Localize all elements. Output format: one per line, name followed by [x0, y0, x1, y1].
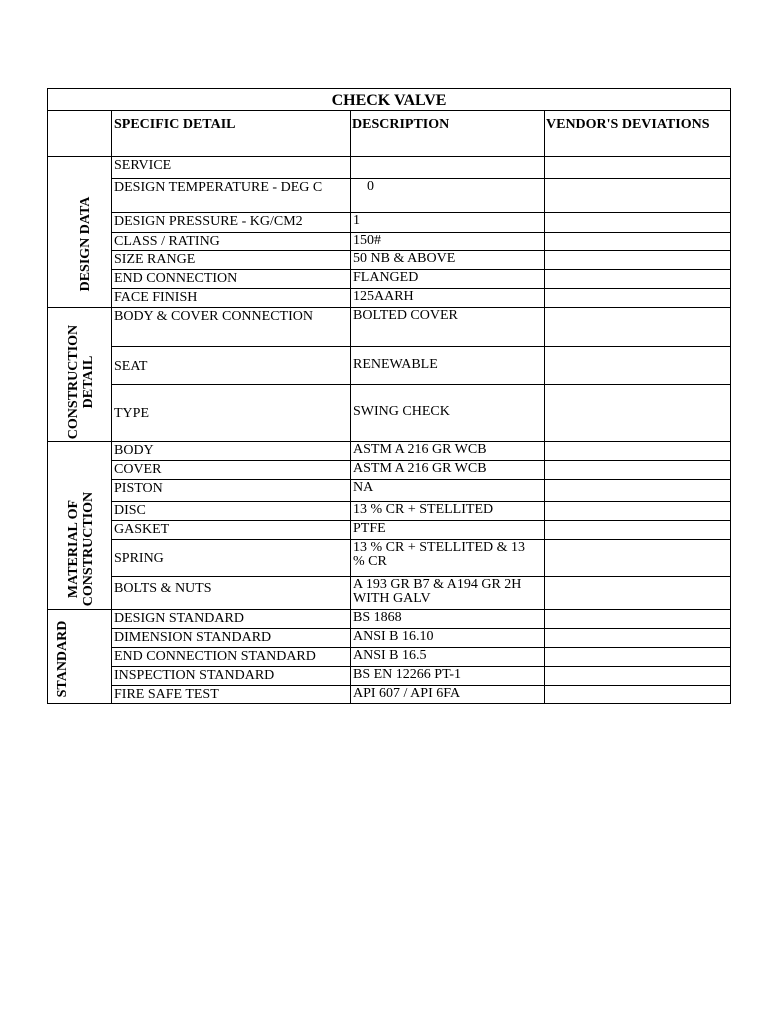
- vendor-deviation-cell[interactable]: [545, 269, 729, 288]
- description-cell: SWING CHECK: [353, 404, 450, 419]
- description-cell: [351, 156, 542, 158]
- specific-detail-cell: FACE FINISH: [114, 290, 198, 305]
- specific-detail-cell: INSPECTION STANDARD: [114, 668, 275, 683]
- vendor-deviation-cell[interactable]: [545, 250, 729, 269]
- description-cell: BOLTED COVER: [353, 308, 458, 323]
- description-cell: NA: [353, 480, 374, 495]
- specific-detail-cell: BOLTS & NUTS: [114, 581, 212, 596]
- vendor-deviation-cell[interactable]: [545, 384, 729, 441]
- vendor-deviation-cell[interactable]: [545, 307, 729, 346]
- group-standard: STANDARD: [55, 620, 70, 698]
- description-cell: A 193 GR B7 & A194 GR 2H WITH GALV: [353, 577, 522, 606]
- vendor-deviation-cell[interactable]: [545, 501, 729, 520]
- vendor-deviation-cell[interactable]: [545, 232, 729, 250]
- specific-detail-cell: COVER: [114, 462, 162, 477]
- description-cell: 1: [353, 213, 360, 228]
- specific-detail-cell: PISTON: [114, 481, 163, 496]
- vendor-deviation-cell[interactable]: [545, 460, 729, 479]
- group-material-line2: CONSTRUCTION: [81, 491, 96, 607]
- specific-detail-cell: SIZE RANGE: [114, 252, 196, 267]
- specific-detail-cell: FIRE SAFE TEST: [114, 687, 219, 702]
- description-cell: ASTM A 216 GR WCB: [353, 442, 487, 457]
- description-cell: 13 % CR + STELLITED & 13 % CR: [353, 540, 525, 569]
- description-cell: 125AARH: [353, 289, 414, 304]
- specific-detail-cell: SERVICE: [114, 158, 172, 173]
- specific-detail-cell: SEAT: [114, 359, 148, 374]
- vendor-deviation-cell[interactable]: [545, 647, 729, 666]
- vendor-deviation-cell[interactable]: [545, 576, 729, 609]
- description-cell: 150#: [353, 233, 381, 248]
- group-construction-detail-line2: DETAIL: [81, 355, 96, 409]
- specific-detail-cell: GASKET: [114, 522, 170, 537]
- specific-detail-cell: BODY: [114, 443, 154, 458]
- description-cell: BS 1868: [353, 610, 402, 625]
- description-cell: RENEWABLE: [353, 357, 438, 372]
- sheet-title: CHECK VALVE: [48, 89, 730, 111]
- specific-detail-cell: CLASS / RATING: [114, 234, 220, 249]
- description-cell: 50 NB & ABOVE: [353, 251, 456, 266]
- specific-detail-cell: BODY & COVER CONNECTION: [114, 309, 313, 324]
- vendor-deviation-cell[interactable]: [545, 288, 729, 307]
- check-valve-datasheet: [47, 88, 731, 704]
- vendor-deviation-cell[interactable]: [545, 685, 729, 703]
- header-specific-detail: SPECIFIC DETAIL: [114, 117, 236, 132]
- specific-detail-cell: DESIGN STANDARD: [114, 611, 244, 626]
- group-design-data: DESIGN DATA: [78, 196, 93, 292]
- specific-detail-cell: DIMENSION STANDARD: [114, 630, 272, 645]
- specific-detail-cell: SPRING: [114, 551, 164, 566]
- description-cell: ANSI B 16.10: [353, 629, 434, 644]
- description-cell: ASTM A 216 GR WCB: [353, 461, 487, 476]
- vendor-deviation-cell[interactable]: [545, 609, 729, 628]
- header-description: DESCRIPTION: [352, 117, 450, 132]
- description-cell: 13 % CR + STELLITED: [353, 502, 494, 517]
- description-cell: ANSI B 16.5: [353, 648, 427, 663]
- vendor-deviation-cell[interactable]: [545, 479, 729, 501]
- vendor-deviation-cell[interactable]: [545, 178, 729, 212]
- vendor-deviation-cell[interactable]: [545, 156, 729, 178]
- vendor-deviation-cell[interactable]: [545, 628, 729, 647]
- specific-detail-cell: DESIGN TEMPERATURE - DEG C: [114, 180, 323, 195]
- vendor-deviation-cell[interactable]: [545, 212, 729, 232]
- vendor-deviation-cell[interactable]: [545, 441, 729, 460]
- description-cell: PTFE: [353, 521, 386, 536]
- header-vendors-deviations: VENDOR'S DEVIATIONS: [546, 117, 710, 132]
- specific-detail-cell: END CONNECTION: [114, 271, 238, 286]
- specific-detail-cell: DISC: [114, 503, 146, 518]
- specific-detail-cell: TYPE: [114, 406, 149, 421]
- group-construction-detail-line1: CONSTRUCTION: [66, 324, 81, 440]
- vendor-deviation-cell[interactable]: [545, 346, 729, 384]
- specific-detail-cell: END CONNECTION STANDARD: [114, 649, 316, 664]
- vendor-deviation-cell[interactable]: [545, 520, 729, 539]
- vendor-deviation-cell[interactable]: [545, 539, 729, 576]
- description-cell: BS EN 12266 PT-1: [353, 667, 462, 682]
- group-material-line1: MATERIAL OF: [66, 499, 81, 599]
- description-cell: 0: [367, 179, 374, 194]
- group-construction-detail: [66, 302, 98, 462]
- vendor-deviation-cell[interactable]: [545, 666, 729, 685]
- description-cell: API 607 / API 6FA: [353, 686, 461, 701]
- description-cell: FLANGED: [353, 270, 419, 285]
- specific-detail-cell: DESIGN PRESSURE - KG/CM2: [114, 214, 303, 229]
